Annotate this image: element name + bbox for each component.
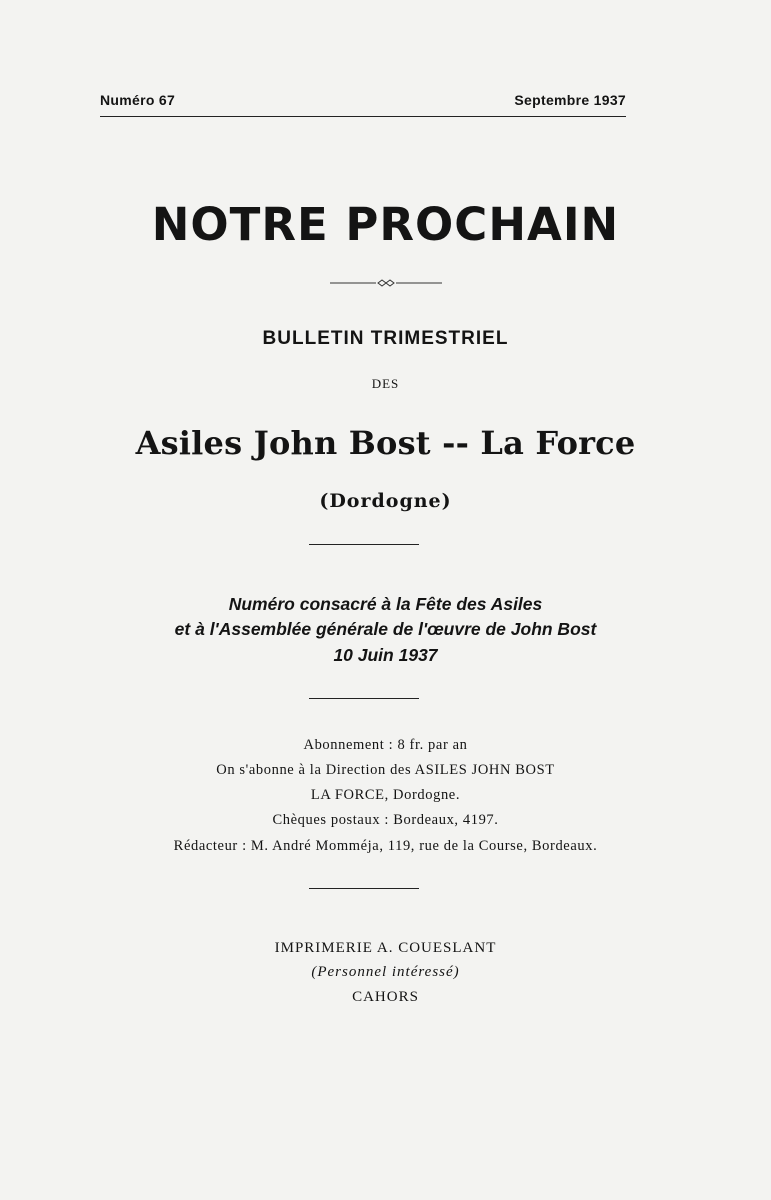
- dedication-line: et à l'Assemblée générale de l'œuvre de John Bost: [174, 619, 597, 639]
- divider-rule: [309, 544, 419, 545]
- issue-number: Numéro 67: [100, 92, 176, 108]
- printer-note: (Personnel intéressé): [311, 964, 460, 980]
- publication-title: NOTRE PROCHAIN: [151, 198, 620, 251]
- dedication-line: Numéro consacré à la Fête des Asiles: [228, 594, 543, 614]
- issue-date: Septembre 1937: [514, 92, 626, 108]
- subtitle-connector: DES: [371, 376, 400, 391]
- divider-rule: [309, 888, 419, 889]
- institution-region: (Dordogne): [319, 490, 452, 512]
- institution-name: Asiles John Bost -- La Force: [135, 424, 636, 462]
- bulletin-subtitle: BULLETIN TRIMESTRIEL: [262, 328, 509, 349]
- printer-city: CAHORS: [352, 989, 419, 1005]
- postal-account: Chèques postaux : Bordeaux, 4197.: [272, 812, 499, 828]
- divider-rule: [309, 698, 419, 699]
- header-rule: [100, 116, 626, 117]
- printer-name: IMPRIMERIE A. COUESLANT: [274, 940, 497, 956]
- subscription-price: Abonnement : 8 fr. par an: [303, 737, 468, 753]
- title-ornament: [0, 276, 771, 290]
- dedication-date: 10 Juin 1937: [333, 645, 438, 665]
- subscription-address: On s'abonne à la Direction des ASILES JOHN BOST: [216, 762, 555, 778]
- editor-line: Rédacteur : M. André Momméja, 119, rue de la Course, Bordeaux.: [173, 838, 598, 854]
- subscription-location: LA FORCE, Dordogne.: [310, 787, 461, 803]
